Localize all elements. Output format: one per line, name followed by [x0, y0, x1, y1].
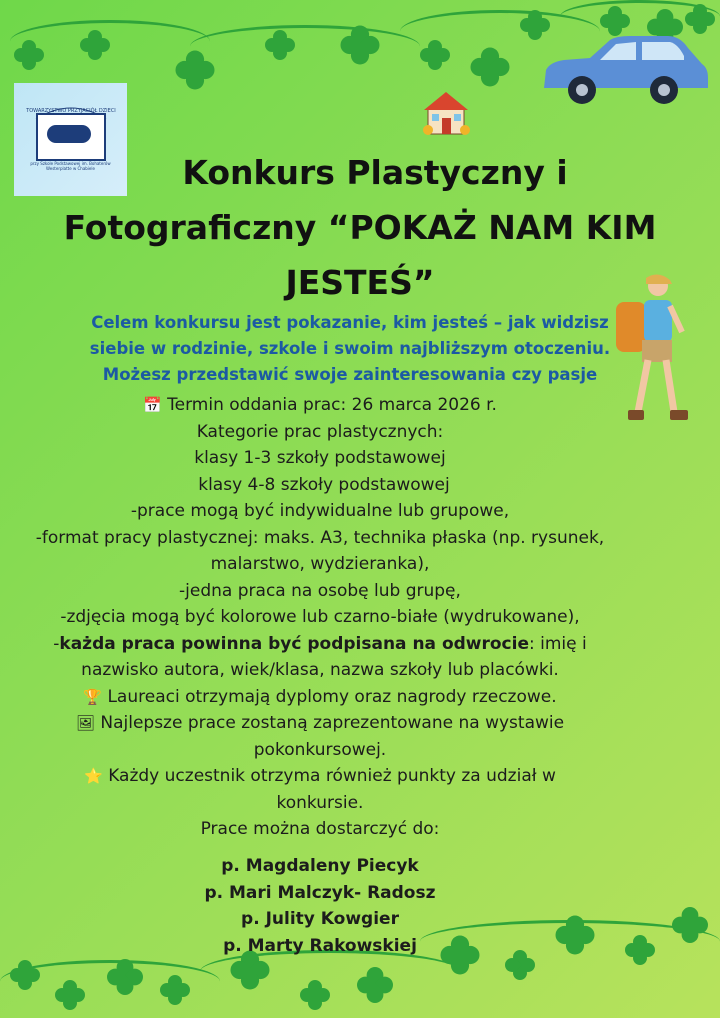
rule-1: -prace mogą być indywidualne lub grupowe, — [130, 501, 510, 521]
logo-caption: przy Szkole Podstawowej im. Bohaterów Westerplatte w Chabiele — [30, 161, 111, 171]
rule-5-rest: : imię i — [529, 633, 587, 654]
teacher-name: p. Marty Rakowskiej — [223, 935, 417, 956]
points-line-2: konkursie. — [276, 792, 364, 813]
rule-5-bold: każda praca powinna być podpisana na odwrocie — [59, 633, 529, 654]
star-icon: ⭐ — [84, 767, 103, 785]
teacher-name: p. Mari Malczyk- Radosz — [204, 882, 436, 903]
teacher-list — [0, 853, 640, 959]
car-illustration — [540, 34, 710, 106]
deadline-text: Termin oddania prac: 26 marca 2026 r. — [167, 395, 497, 415]
logo-arc-text: TOWARZYSTWO PRZYJACIÓŁ DZIECI — [26, 108, 116, 114]
delivery-heading: Prace można dostarczyć do: — [200, 819, 440, 839]
title-line-1: Konkurs Plastyczny i — [182, 153, 568, 192]
teacher-name: p. Magdaleny Piecyk — [221, 856, 419, 876]
title-line-2: Fotograficzny “POKAŻ NAM KIM — [63, 208, 657, 247]
intro-line-3: Możesz przedstawić swoje zainteresowania czy pasje — [102, 365, 598, 384]
exhibition-text: Najlepsze prace zostaną zaprezentowane na wystawie — [100, 713, 565, 733]
rule-5-prefix: - — [53, 633, 60, 654]
deadline-line — [10, 392, 630, 419]
prize-line — [10, 684, 630, 711]
exhibition-line — [10, 710, 630, 737]
picture-icon: 🖼 — [75, 714, 95, 732]
rule-2b: malarstwo, wydzieranka), — [210, 554, 430, 574]
points-line — [10, 763, 630, 790]
intro-line-2: siebie w rodzinie, szkole i swoim najbliższym otoczeniu. — [89, 339, 611, 358]
contest-details — [10, 392, 630, 843]
rule-5a — [10, 631, 630, 658]
rule-3: -jedna praca na osobę lub grupę, — [179, 580, 461, 601]
intro-text — [30, 310, 670, 388]
intro-line-1: Celem konkursu jest pokazanie, kim jesteś – jak widzisz — [91, 313, 609, 332]
prize-text: Laureaci otrzymają dyplomy oraz nagrody rzeczowe. — [107, 686, 557, 707]
page-title — [0, 145, 720, 310]
rule-2a: -format pracy plastycznej: maks. A3, technika płaska (np. rysunek, — [35, 527, 605, 548]
trophy-icon: 🏆 — [83, 687, 103, 706]
exhibition-line-2: pokonkursowej. — [253, 739, 387, 760]
categories-heading: Kategorie prac plastycznych: — [196, 421, 444, 442]
points-text: Każdy uczestnik otrzyma również punkty za udział w — [108, 766, 556, 786]
category-1: klasy 1-3 szkoły podstawowej — [194, 448, 446, 468]
title-line-3: JESTEŚ” — [285, 263, 435, 302]
house-icon — [420, 88, 472, 136]
rule-5b: nazwisko autora, wiek/klasa, nazwa szkoły lub placówki. — [81, 660, 559, 680]
calendar-icon: 📅 — [143, 396, 162, 414]
rule-4: -zdjęcia mogą być kolorowe lub czarno-białe (wydrukowane), — [60, 607, 580, 627]
teacher-name: p. Julity Kowgier — [241, 909, 399, 929]
category-2: klasy 4-8 szkoły podstawowej — [198, 474, 450, 495]
